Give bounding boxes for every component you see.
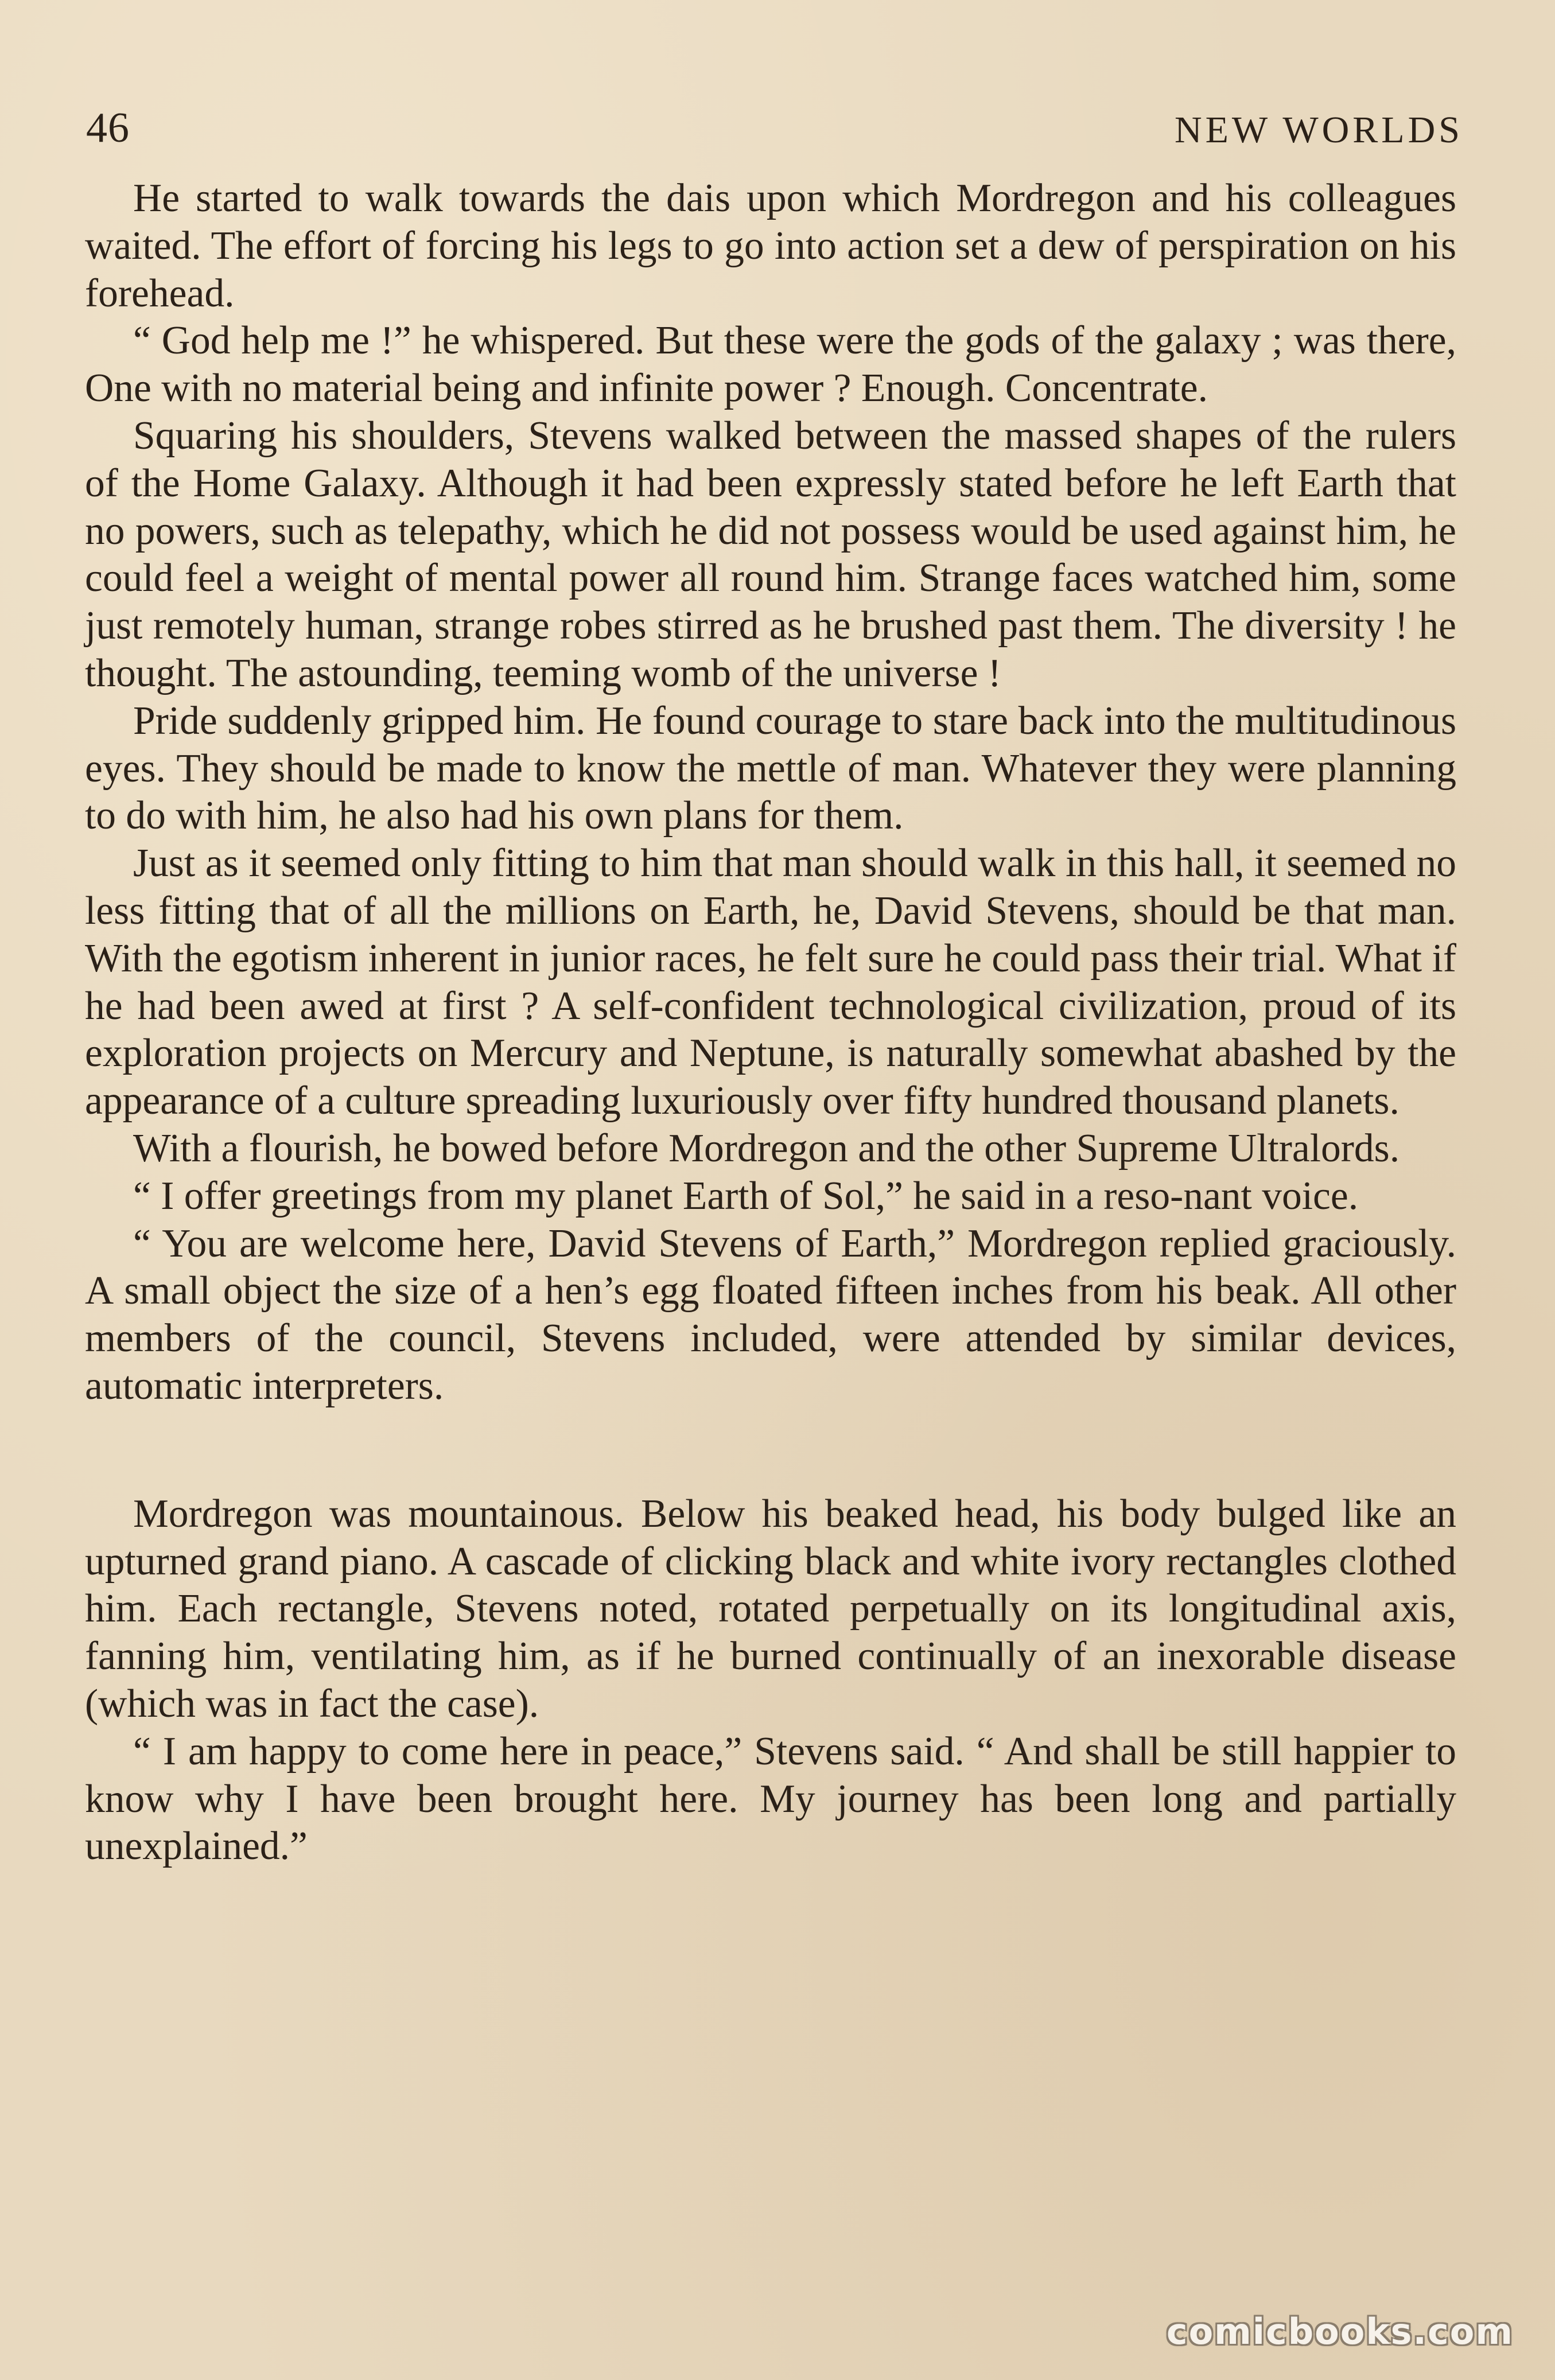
paragraph: “ God help me !” he whispered. But these were the gods of the galaxy ; was there, One with no material being and infinite power ? Enough. Concentrate. <box>85 318 1456 411</box>
paragraph: “ I am happy to come here in peace,” Stevens said. “ And shall be still happier to know why I have been brought here. My journey has been long and partially unexplained.” <box>85 1729 1456 1869</box>
watermark: comicbooks.com <box>1166 2311 1514 2352</box>
paragraph: With a flourish, he bowed before Mordregon and the other Supreme Ultralords. <box>133 1126 1400 1170</box>
running-title: NEW WORLDS <box>1174 109 1463 151</box>
page-number: 46 <box>86 104 130 151</box>
paragraph: “ I offer greetings from my planet Earth of Sol,” he said in a reso-nant voice. <box>133 1173 1359 1218</box>
paragraph: “ You are welcome here, David Stevens of Earth,” Mordregon replied graciously. A small object the size of a hen’s egg floated fifteen inches from his beak. All other members of the council, Stevens included, were attended by similar devices, automatic interpreters. <box>85 1221 1456 1408</box>
paragraph: Just as it seemed only fitting to him that man should walk in this hall, it seemed no less fitting that of all the millions on Earth, he, David Stevens, should be that man. With the egotism inherent in junior races, he felt sure he could pass their trial. What if he had been awed at first ? A self-confident technological civilization, proud of its exploration projects on Mercury and Neptune, is naturally somewhat abashed by the appearance of a culture spreading luxuriously over fifty hundred thousand planets. <box>85 841 1456 1123</box>
paragraph: Squaring his shoulders, Stevens walked between the massed shapes of the rulers of the Home Galaxy. Although it had been expressly stated before he left Earth that no powers, such as telepathy, which he did not possess would be used against him, he could feel a weight of mental power all round him. Strange faces watched him, some just remotely human, strange robes stirred as he brushed past them. The diversity ! he thought. The astounding, teeming womb of the universe ! <box>85 413 1456 695</box>
body-text <box>85 175 1456 1870</box>
paragraph: He started to walk towards the dais upon which Mordregon and his colleagues waited. The effort of forcing his legs to go into action set a dew of perspiration on his forehead. <box>85 176 1456 316</box>
paragraph: Pride suddenly gripped him. He found courage to stare back into the multitudinous eyes. They should be made to know the mettle of man. Whatever they were planning to do with him, he also had his own plans for them. <box>85 698 1456 838</box>
page-header <box>86 86 1463 149</box>
paragraph: Mordregon was mountainous. Below his beaked head, his body bulged like an upturned grand piano. A cascade of clicking black and white ivory rectangles clothed him. Each rectangle, Stevens noted, rotated perpetually on its longitudinal axis, fanning him, ventilating him, as if he burned continually of an inexorable disease (which was in fact the case). <box>85 1491 1456 1726</box>
